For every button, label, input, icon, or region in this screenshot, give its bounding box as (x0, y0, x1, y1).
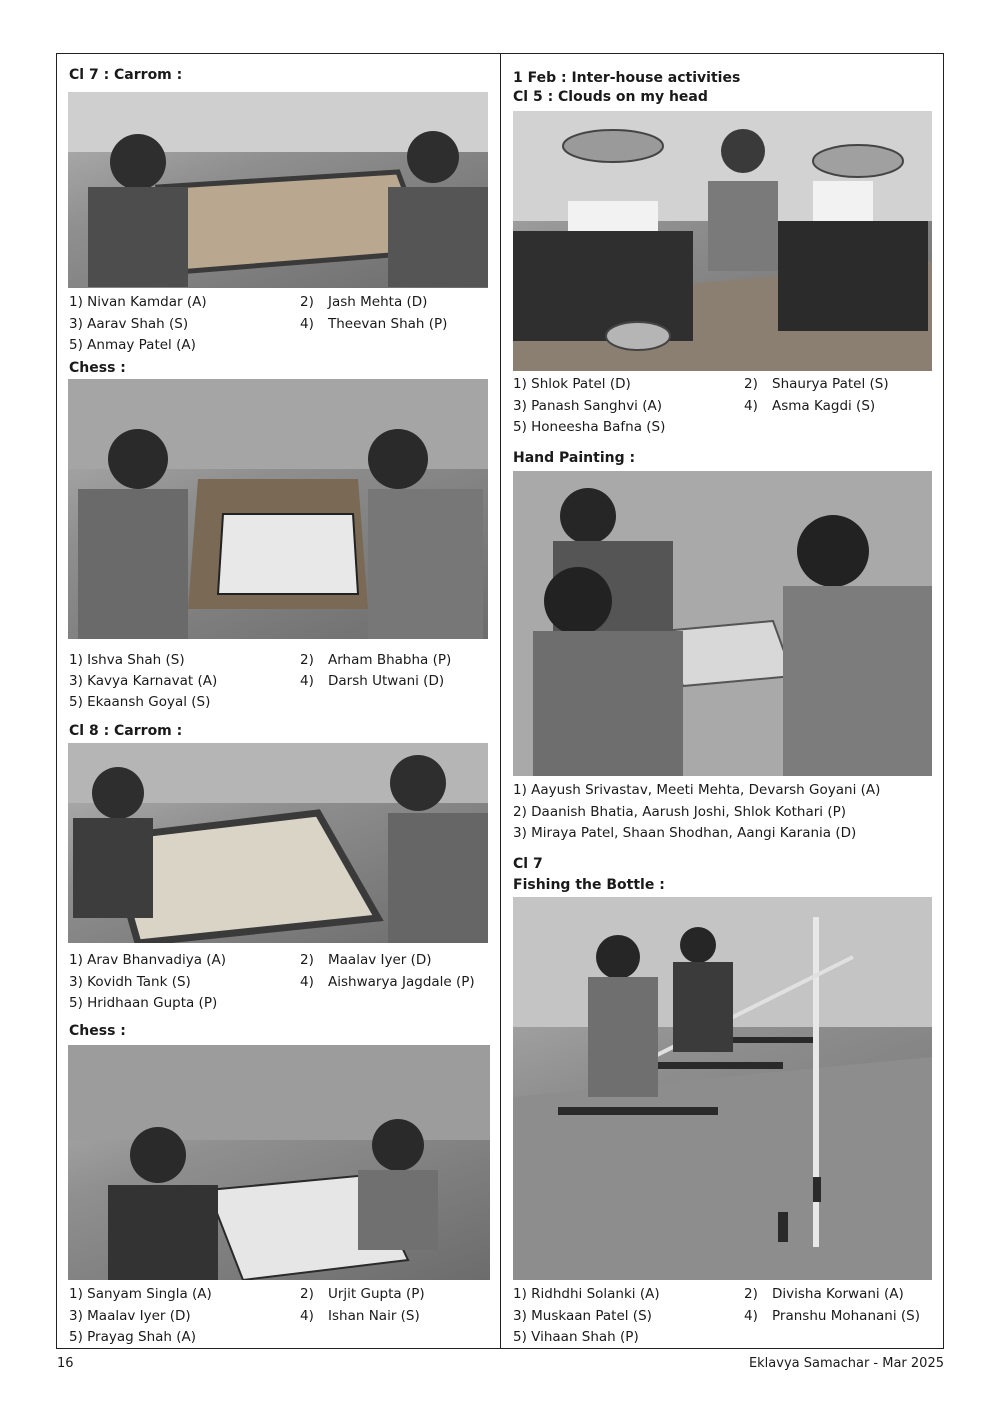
column-divider (500, 53, 501, 1349)
fishing-result-1: 1) Ridhdhi Solanki (A) (513, 1286, 660, 1302)
chess-2-heading: Chess : (69, 1023, 126, 1039)
fishing-heading: Fishing the Bottle : (513, 877, 665, 893)
chess-2-result-1: 1) Sanyam Singla (A) (69, 1286, 212, 1302)
chess-1-result-4: Darsh Utwani (D) (328, 673, 445, 689)
chess-1-heading: Chess : (69, 360, 126, 376)
chess-1-result-4-num: 4) (300, 673, 314, 689)
fishing-result-2-num: 2) (744, 1286, 758, 1302)
cl7-carrom-result-5: 5) Anmay Patel (A) (69, 337, 196, 353)
clouds-result-1: 1) Shlok Patel (D) (513, 376, 631, 392)
chess-2-result-2-num: 2) (300, 1286, 314, 1302)
chess-2-result-4-num: 4) (300, 1308, 314, 1324)
cl8-carrom-result-5: 5) Hridhaan Gupta (P) (69, 995, 218, 1011)
chess-1-photo (68, 379, 488, 639)
cl8-carrom-photo (68, 743, 488, 943)
chess-1-result-2-num: 2) (300, 652, 314, 668)
cl7-carrom-result-2-num: 2) (300, 294, 314, 310)
clouds-result-4: Asma Kagdi (S) (772, 398, 876, 414)
hand-painting-result-3: 3) Miraya Patel, Shaan Shodhan, Aangi Karania (D) (513, 825, 857, 841)
cl7-carrom-result-2: Jash Mehta (D) (328, 294, 428, 310)
hand-painting-photo (513, 471, 932, 776)
cl8-carrom-result-2-num: 2) (300, 952, 314, 968)
fishing-result-5: 5) Vihaan Shah (P) (513, 1329, 639, 1345)
cl7-carrom-result-1: 1) Nivan Kamdar (A) (69, 294, 207, 310)
clouds-photo (513, 111, 932, 371)
clouds-result-4-num: 4) (744, 398, 758, 414)
chess-2-result-2: Urjit Gupta (P) (328, 1286, 425, 1302)
cl8-carrom-result-4-num: 4) (300, 974, 314, 990)
cl7-carrom-result-4: Theevan Shah (P) (328, 316, 448, 332)
cl7-heading: Cl 7 (513, 856, 543, 872)
cl7-carrom-heading: Cl 7 : Carrom : (69, 67, 183, 83)
cl8-carrom-result-1: 1) Arav Bhanvadiya (A) (69, 952, 227, 968)
cl7-carrom-photo (68, 92, 488, 288)
cl8-carrom-result-3: 3) Kovidh Tank (S) (69, 974, 191, 990)
cl8-carrom-result-2: Maalav Iyer (D) (328, 952, 432, 968)
chess-1-result-3: 3) Kavya Karnavat (A) (69, 673, 218, 689)
chess-1-result-5: 5) Ekaansh Goyal (S) (69, 694, 211, 710)
fishing-photo (513, 897, 932, 1280)
chess-2-result-5: 5) Prayag Shah (A) (69, 1329, 197, 1345)
cl7-carrom-result-4-num: 4) (300, 316, 314, 332)
clouds-result-2: Shaurya Patel (S) (772, 376, 889, 392)
chess-2-result-3: 3) Maalav Iyer (D) (69, 1308, 191, 1324)
inter-house-heading: 1 Feb : Inter-house activities (513, 70, 741, 86)
fishing-result-3: 3) Muskaan Patel (S) (513, 1308, 652, 1324)
publication-footer: Eklavya Samachar - Mar 2025 (748, 1356, 944, 1371)
page-number: 16 (57, 1356, 74, 1371)
clouds-result-5: 5) Honeesha Bafna (S) (513, 419, 666, 435)
cl7-carrom-result-3: 3) Aarav Shah (S) (69, 316, 189, 332)
chess-1-result-2: Arham Bhabha (P) (328, 652, 452, 668)
cl8-carrom-result-4: Aishwarya Jagdale (P) (328, 974, 475, 990)
fishing-result-4-num: 4) (744, 1308, 758, 1324)
chess-2-photo (68, 1045, 490, 1280)
hand-painting-result-2: 2) Daanish Bhatia, Aarush Joshi, Shlok Kothari (P) (513, 804, 846, 820)
clouds-result-2-num: 2) (744, 376, 758, 392)
fishing-result-2: Divisha Korwani (A) (772, 1286, 904, 1302)
fishing-result-4: Pranshu Mohanani (S) (772, 1308, 920, 1324)
cl8-carrom-heading: Cl 8 : Carrom : (69, 723, 183, 739)
clouds-heading: Cl 5 : Clouds on my head (513, 89, 708, 105)
chess-2-result-4: Ishan Nair (S) (328, 1308, 420, 1324)
hand-painting-heading: Hand Painting : (513, 450, 636, 466)
clouds-result-3: 3) Panash Sanghvi (A) (513, 398, 662, 414)
hand-painting-result-1: 1) Aayush Srivastav, Meeti Mehta, Devarsh Goyani (A) (513, 782, 881, 798)
chess-1-result-1: 1) Ishva Shah (S) (69, 652, 185, 668)
